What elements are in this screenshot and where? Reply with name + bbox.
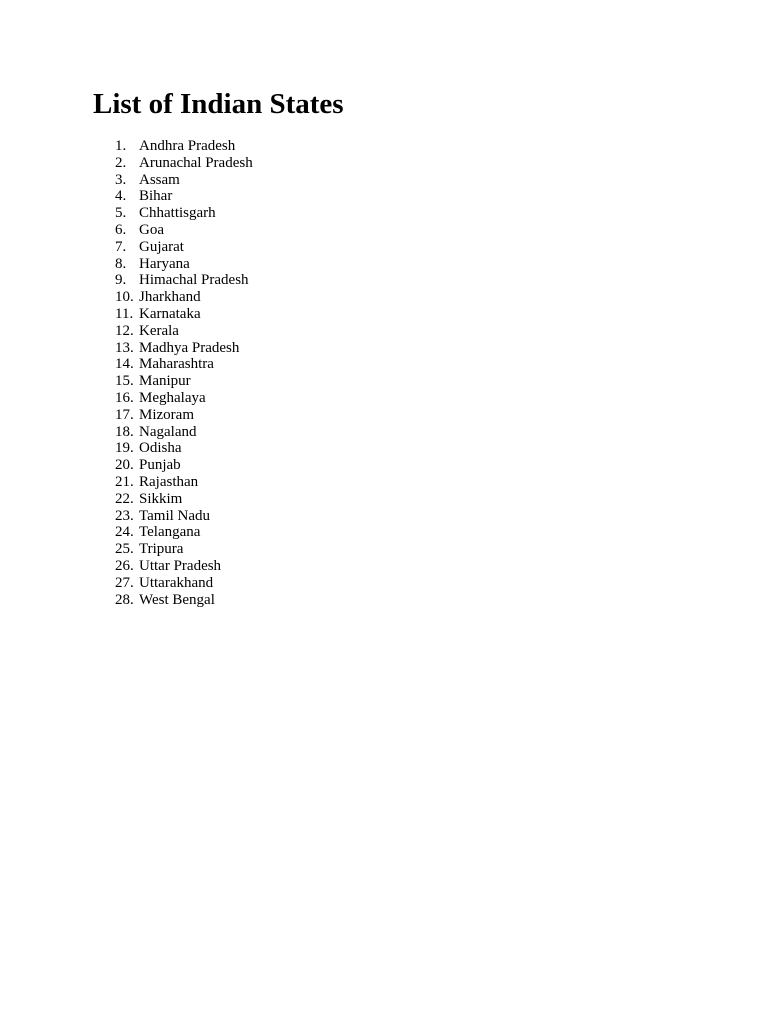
list-item-state-name: Goa <box>139 221 164 238</box>
list-item-state-name: Uttar Pradesh <box>139 557 222 574</box>
list-item-number: 22. <box>115 490 134 507</box>
list-item-state-name: Meghalaya <box>139 389 206 406</box>
list-item-state-name: Chhattisgarh <box>139 205 216 222</box>
list-item-number: 12. <box>115 322 134 339</box>
list-item-number: 21. <box>115 473 134 490</box>
list-item-number: 27. <box>115 574 134 591</box>
list-item-state-name: Manipur <box>139 373 191 390</box>
list-item-number: 26. <box>115 557 134 574</box>
list-item-number: 17. <box>115 406 134 423</box>
list-item-state-name: Sikkim <box>139 490 183 507</box>
list-item-number: 11. <box>115 305 134 322</box>
list-item-state-name: West Bengal <box>139 591 215 608</box>
list-item-number: 16. <box>115 389 134 406</box>
list-item-state-name: Arunachal Pradesh <box>139 154 253 171</box>
list-item-number: 24. <box>115 524 134 541</box>
list-item-number: 28. <box>115 591 134 608</box>
list-item-number: 15. <box>115 373 134 390</box>
list-item-state-name: Telangana <box>139 524 201 541</box>
list-item-number: 19. <box>115 440 134 457</box>
list-item-number: 7. <box>115 238 127 255</box>
list-item-state-name: Tamil Nadu <box>139 507 211 524</box>
list-item-number: 25. <box>115 541 134 558</box>
list-item-state-name: Haryana <box>139 255 190 272</box>
list-item-state-name: Madhya Pradesh <box>139 339 240 356</box>
list-item-state-name: Bihar <box>139 188 173 205</box>
list-item-state-name: Gujarat <box>139 238 184 255</box>
list-item-number: 4. <box>115 188 127 205</box>
list-item-number: 20. <box>115 457 134 474</box>
list-item-state-name: Mizoram <box>139 406 194 423</box>
list-item-number: 14. <box>115 356 134 373</box>
list-item-state-name: Odisha <box>139 440 182 457</box>
list-item-state-name: Tripura <box>139 541 184 558</box>
list-item-number: 1. <box>115 138 127 154</box>
list-item-state-name: Himachal Pradesh <box>139 272 249 289</box>
list-item-number: 13. <box>115 339 134 356</box>
list-item-state-name: Kerala <box>139 322 179 339</box>
list-item-state-name: Jharkhand <box>139 289 201 306</box>
list-item-state-name: Punjab <box>139 457 181 474</box>
list-item-state-name: Rajasthan <box>139 473 199 490</box>
list-item-number: 18. <box>115 423 134 440</box>
list-item-number: 23. <box>115 507 134 524</box>
list-item-state-name: Maharashtra <box>139 356 214 373</box>
list-item-state-name: Andhra Pradesh <box>139 138 236 154</box>
list-item-number: 6. <box>115 221 127 238</box>
list-item-number: 2. <box>115 154 127 171</box>
list-item-state-name: Nagaland <box>139 423 197 440</box>
list-item-state-name: Karnataka <box>139 305 201 322</box>
list-item-state-name: Uttarakhand <box>139 574 214 591</box>
list-item-number: 8. <box>115 255 127 272</box>
list-item-number: 9. <box>115 272 127 289</box>
list-item-state-name: Assam <box>139 171 180 188</box>
page-title: List of Indian States <box>93 88 344 120</box>
list-item-number: 5. <box>115 205 127 222</box>
list-item-number: 3. <box>115 171 127 188</box>
list-item-number: 10. <box>115 289 134 306</box>
